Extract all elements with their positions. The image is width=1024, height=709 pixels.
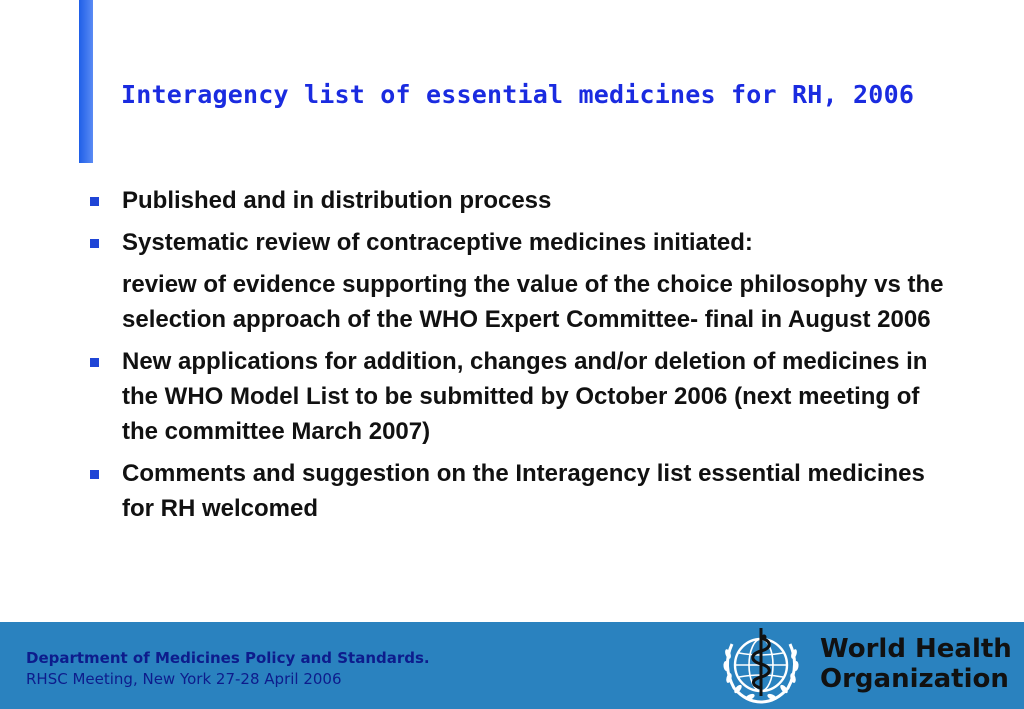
who-wordmark [820,634,1012,694]
bullet-text: New applications for addition, changes and/or deletion of medicines in the WHO Model List to be submitted by October 2006 (next meeting of the committee March 2007) [122,348,928,445]
bullet-continuation-text: review of evidence supporting the value of the choice philosophy vs the selection approach of the WHO Expert Committee- final in August 2006 [122,271,944,333]
who-wordmark-line2: Organization [820,664,1009,694]
slide-title: Interagency list of essential medicines for RH, 2006 [121,80,915,109]
title-accent-bar [79,0,93,163]
bullet-text: Systematic review of contraceptive medicines initiated: [122,229,753,256]
bullet-item [86,183,946,218]
who-wordmark-line1: World Health [820,634,1012,664]
who-emblem-icon [720,626,802,704]
bullet-list [86,183,946,533]
footer-band [0,622,1024,709]
who-logo [716,622,1016,709]
footer-meeting: RHSC Meeting, New York 27-28 April 2006 [26,670,342,688]
bullet-item [86,344,946,449]
bullet-square-icon [90,470,99,479]
bullet-text: Published and in distribution process [122,187,552,214]
footer-department: Department of Medicines Policy and Standards. [26,649,430,667]
bullet-square-icon [90,197,99,206]
bullet-item [86,225,946,260]
bullet-square-icon [90,358,99,367]
bullet-square-icon [90,239,99,248]
bullet-text: Comments and suggestion on the Interagency list essential medicines for RH welcomed [122,460,925,522]
bullet-item [86,456,946,526]
